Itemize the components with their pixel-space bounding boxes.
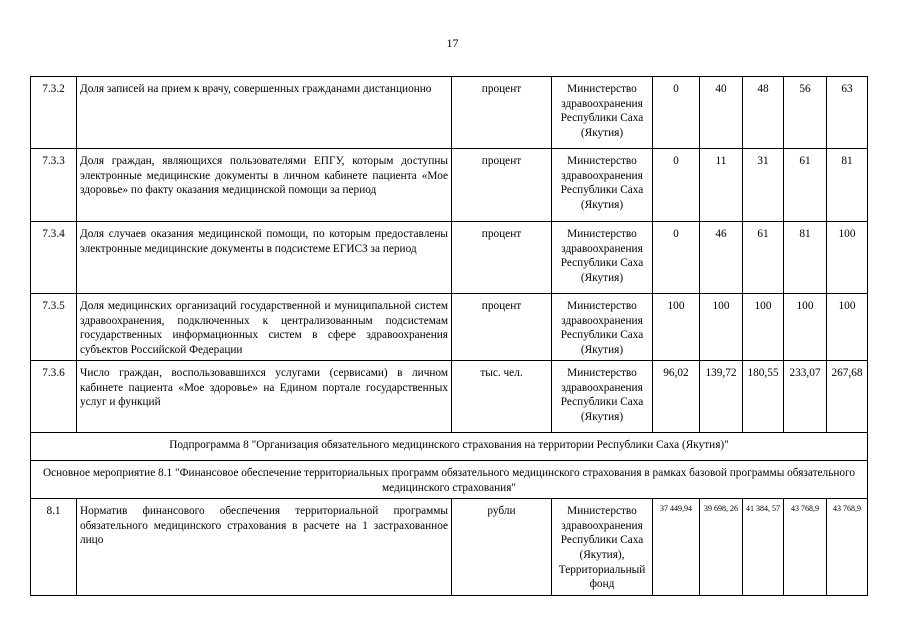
table-row (31, 77, 868, 149)
value-cell: 139,72 (700, 361, 743, 433)
activity-row (31, 461, 868, 499)
page-number: 17 (446, 36, 459, 50)
value-cell: 61 (743, 222, 784, 294)
responsible-executor: Министерство здравоохранения Республики Саха (Якутия) (552, 361, 653, 433)
value-cell: 0 (653, 77, 700, 149)
value-cell: 31 (743, 149, 784, 222)
value-cell: 37 449,94 (653, 499, 700, 596)
value-cell: 56 (784, 77, 827, 149)
row-number: 7.3.3 (31, 149, 77, 222)
value-cell: 11 (700, 149, 743, 222)
value-cell: 63 (827, 77, 868, 149)
value-cell: 48 (743, 77, 784, 149)
responsible-executor: Министерство здравоохранения Республики Саха (Якутия) (552, 77, 653, 149)
value-cell: 81 (827, 149, 868, 222)
indicator-name: Доля медицинских организаций государственной и муниципальной систем здравоохранения, подключенных к централизованным подсистемам государственных информационных систем в сфере здравоохранения субъектов Российской Федерации (77, 294, 452, 361)
table-row (31, 222, 868, 294)
value-cell: 100 (743, 294, 784, 361)
value-cell: 180,55 (743, 361, 784, 433)
value-cell: 267,68 (827, 361, 868, 433)
value-cell: 43 768,9 (827, 499, 868, 596)
table-row (31, 361, 868, 433)
indicator-name: Число граждан, воспользовавшихся услугами (сервисами) в личном кабинете пациента «Мое здоровье» на Едином портале государственных услуг и функций (77, 361, 452, 433)
unit-of-measure: рубли (452, 499, 552, 596)
value-cell: 100 (827, 222, 868, 294)
indicator-name: Норматив финансового обеспечения территориальной программы обязательного медицинского страхования в расчете на 1 застрахованное лицо (77, 499, 452, 596)
row-number: 7.3.5 (31, 294, 77, 361)
value-cell: 41 384, 57 (743, 499, 784, 596)
value-cell: 100 (827, 294, 868, 361)
value-cell: 61 (784, 149, 827, 222)
value-cell: 40 (700, 77, 743, 149)
value-cell: 96,02 (653, 361, 700, 433)
value-cell: 43 768,9 (784, 499, 827, 596)
responsible-executor: Министерство здравоохранения Республики Саха (Якутия), Территориальный фонд (552, 499, 653, 596)
value-cell: 100 (653, 294, 700, 361)
value-cell: 0 (653, 149, 700, 222)
value-cell: 100 (700, 294, 743, 361)
table-row (31, 499, 868, 596)
value-cell: 233,07 (784, 361, 827, 433)
value-cell: 81 (784, 222, 827, 294)
responsible-executor: Министерство здравоохранения Республики Саха (Якутия) (552, 149, 653, 222)
unit-of-measure: процент (452, 222, 552, 294)
unit-of-measure: тыс. чел. (452, 361, 552, 433)
unit-of-measure: процент (452, 294, 552, 361)
indicator-name: Доля записей на прием к врачу, совершенных гражданами дистанционно (77, 77, 452, 149)
value-cell: 46 (700, 222, 743, 294)
subprogram-row (31, 433, 868, 461)
value-cell: 0 (653, 222, 700, 294)
table-row (31, 149, 868, 222)
row-number: 7.3.2 (31, 77, 77, 149)
responsible-executor: Министерство здравоохранения Республики Саха (Якутия) (552, 294, 653, 361)
subprogram-title: Подпрограмма 8 "Организация обязательного медицинского страхования на территории Республики Саха (Якутия)" (31, 433, 868, 461)
unit-of-measure: процент (452, 77, 552, 149)
responsible-executor: Министерство здравоохранения Республики Саха (Якутия) (552, 222, 653, 294)
row-number: 8.1 (31, 499, 77, 596)
row-number: 7.3.6 (31, 361, 77, 433)
indicator-name: Доля граждан, являющихся пользователями ЕПГУ, которым доступны электронные медицинские документы в личном кабинете пациента «Мое здоровье» по факту оказания медицинской помощи за период (77, 149, 452, 222)
unit-of-measure: процент (452, 149, 552, 222)
table-row (31, 294, 868, 361)
indicators-table (30, 76, 868, 596)
value-cell: 39 698, 26 (700, 499, 743, 596)
activity-title: Основное мероприятие 8.1 "Финансовое обеспечение территориальных программ обязательного медицинского страхования в рамках базовой программы обязательного медицинского страхования" (31, 461, 868, 499)
row-number: 7.3.4 (31, 222, 77, 294)
indicator-name: Доля случаев оказания медицинской помощи, по которым предоставлены электронные медицинские документы в подсистеме ЕГИСЗ за период (77, 222, 452, 294)
value-cell: 100 (784, 294, 827, 361)
